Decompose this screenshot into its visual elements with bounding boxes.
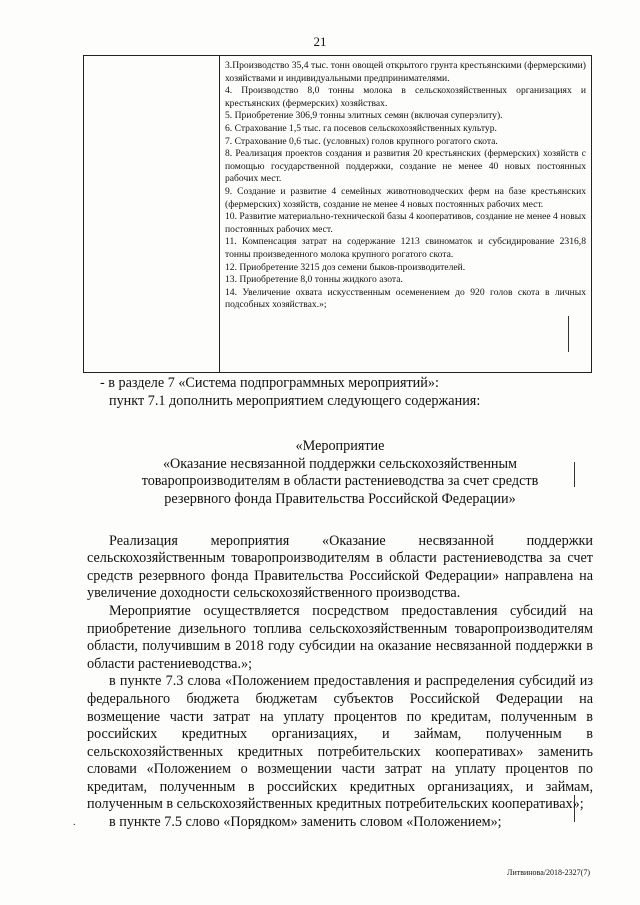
heading-title: «Мероприятие bbox=[295, 438, 385, 455]
table-item: 12. Приобретение 3215 доз семени быков-производителей. bbox=[225, 261, 466, 273]
table-item: 11. Компенсация затрат на содержание 1213 свиноматок и субсидирование 2316,8 тонны произведенного молока крупного рогатого скота. bbox=[225, 236, 586, 260]
table-item: 14. Увеличение охвата искусственным осеменением до 920 голов скота в личных подсобных хозяйствах.»; bbox=[225, 286, 586, 311]
paragraph-3: в пункте 7.3 слова «Положением предоставления и распределения субсидий из федерального бюджета бюджетам субъектов Российской Федерации на возмещение части затрат на уплату процентов по кредитам, полученным в российских кредитных организациях, и займам, полученным в сельскохозяйственных кредитных потребительских кооперативах» заменить словами «Положением о возмещении части затрат на уплату процентов по кредитам, полученным в российских кредитных организациях, и займам, полученным в сельскохозяйственных кредитных потребительских кооперативах»; bbox=[87, 673, 593, 813]
section-intro: - в разделе 7 «Система подпрограммных мероприятий»: bbox=[100, 375, 439, 391]
table-cell-indicators bbox=[225, 60, 586, 312]
main-text bbox=[87, 375, 593, 832]
table-item: 6. Страхование 1,5 тыс. га посевов сельскохозяйственных культур. bbox=[225, 122, 497, 134]
margin-mark bbox=[568, 316, 569, 352]
table-item: 3.Производство 35,4 тыс. тонн овощей открытого грунта крестьянскими (фермерскими) хозяйствами и индивидуальными предпринимателями. bbox=[225, 60, 586, 84]
table-item: 13. Приобретение 8,0 тонны жидкого азота. bbox=[225, 274, 403, 286]
paragraph-1: Реализация мероприятия «Оказание несвязанной поддержки сельскохозяйственным товаропроизводителям в области растениеводства за счет средств резервного фонда Правительства Российской Федерации» направлена на увеличение доходности сельскохозяйственного производства. bbox=[87, 532, 593, 602]
table-item: 7. Страхование 0,6 тыс. (условных) голов крупного рогатого скота. bbox=[225, 135, 498, 147]
paragraph-2: Мероприятие осуществляется посредством предоставления субсидий на приобретение дизельного топлива сельскохозяйственным товаропроизводителям области, получившим в 2018 году субсидии на оказание несвязанной поддержки в области растениеводства.»; bbox=[87, 602, 593, 672]
heading-subtitle: «Оказание несвязанной поддержки сельскохозяйственным товаропроизводителям в области растениеводства за счет средств резервного фонда Правительства Российской Федерации» bbox=[141, 455, 539, 507]
point-intro: пункт 7.1 дополнить мероприятием следующего содержания: bbox=[109, 392, 481, 409]
table-column-divider bbox=[219, 56, 220, 372]
paragraph-4: в пункте 7.5 слово «Порядком» заменить словом «Положением»; bbox=[109, 814, 502, 831]
stray-dot: . bbox=[73, 817, 76, 828]
page-number: 21 bbox=[313, 34, 327, 49]
table-item: 4. Производство 8,0 тонны молока в сельскохозяйственных организациях и крестьянских (фермерских) хозяйствах. bbox=[225, 85, 586, 109]
table-item: 8. Реализация проектов создания и развития 20 крестьянских (фермерских) хозяйств с помощью государственной поддержки, создание не менее 40 новых постоянных рабочих мест. bbox=[225, 148, 586, 185]
table-item: 9. Создание и развитие 4 семейных животноводческих ферм на базе крестьянских (фермерских) хозяйств, создание не менее 4 новых постоянных рабочих мест. bbox=[225, 185, 586, 210]
table-item: 5. Приобретение 306,9 тонны элитных семян (включая суперэлиту). bbox=[225, 110, 503, 122]
continuation-table bbox=[83, 55, 592, 373]
footer-code: Литвинова/2018-2327(7) bbox=[507, 868, 590, 877]
table-item: 10. Развитие материально-технической базы 4 кооперативов, создание не менее 4 новых постоянных рабочих мест. bbox=[225, 211, 586, 235]
